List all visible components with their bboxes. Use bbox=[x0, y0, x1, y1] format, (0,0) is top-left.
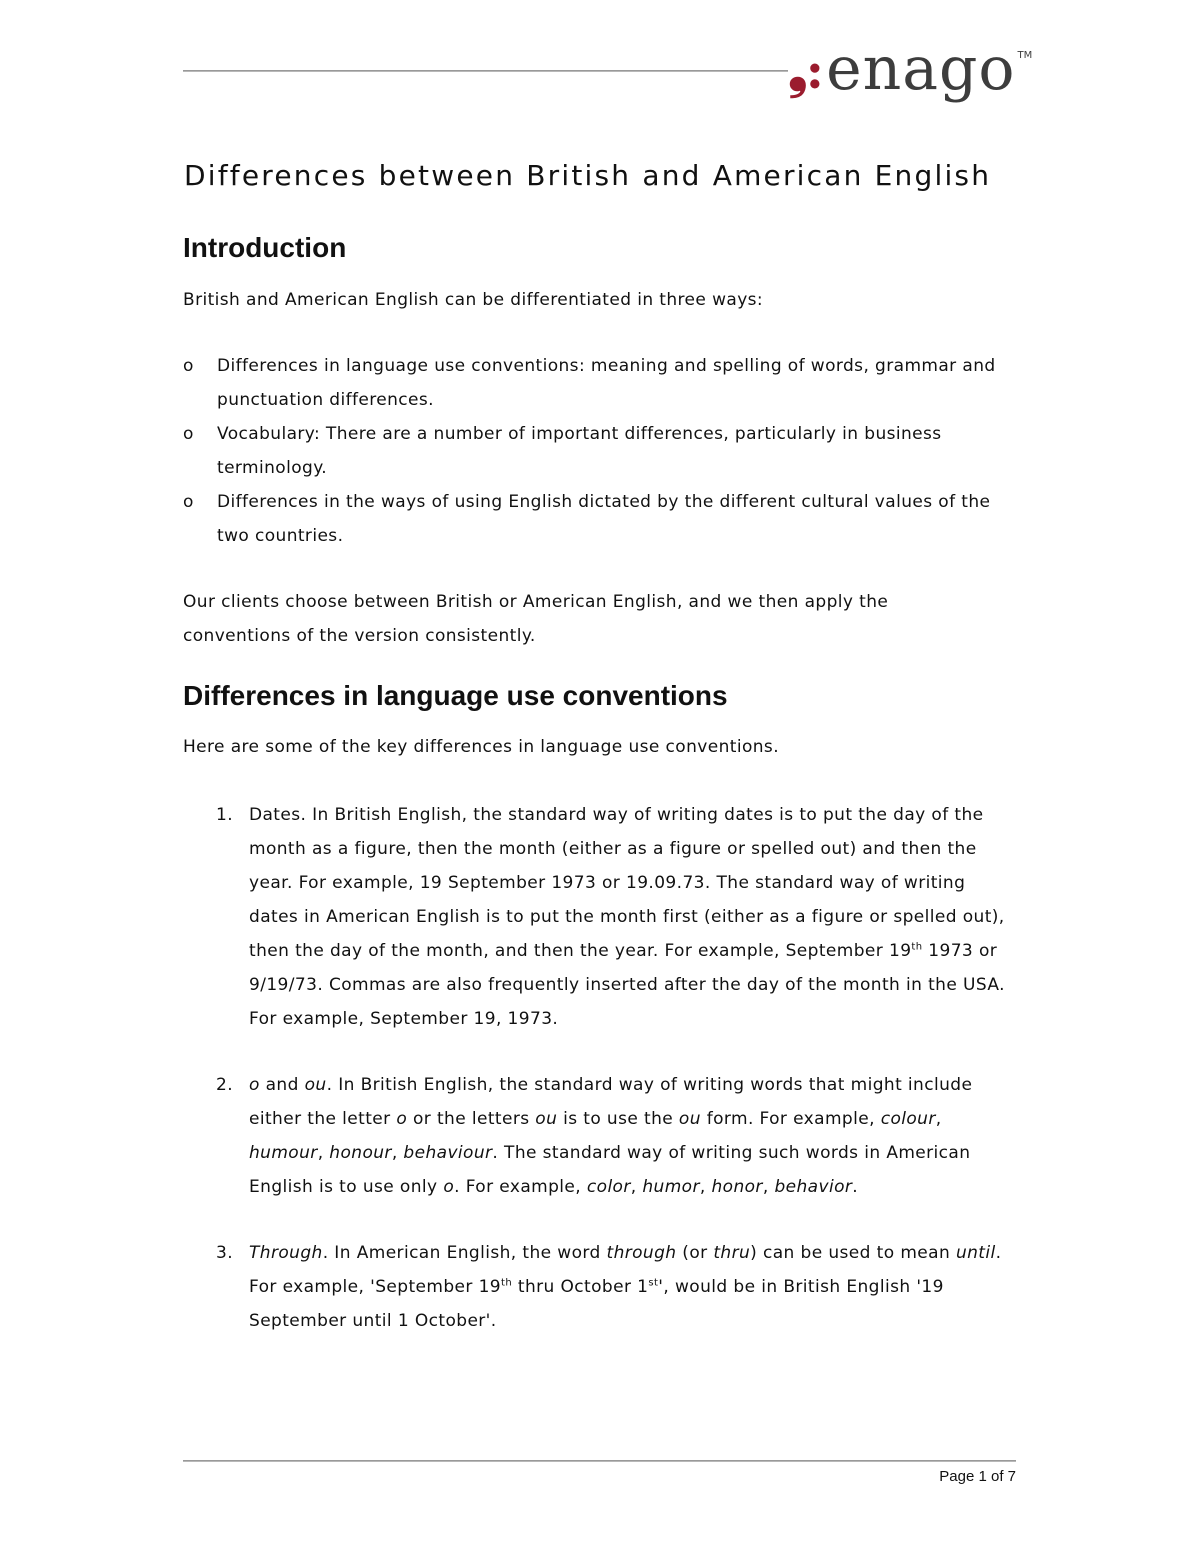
item-body: o and ou. In British English, the standard way of writing words that might include either the letter o or the letters ou is to use the ou form. For example, colour, humour, honour, behaviour. The standard way of writing such words in American English is to use only o. For example, color, humor, honor, behavior. bbox=[249, 1075, 973, 1197]
introduction-heading: Introduction bbox=[183, 232, 347, 263]
introduction-bullet-list bbox=[183, 349, 1013, 553]
list-item bbox=[183, 417, 1013, 485]
list-item bbox=[216, 1236, 1016, 1338]
introduction-closing: Our clients choose between British or American English, and we then apply the conventions of the version consistently. bbox=[183, 592, 889, 646]
conventions-heading: Differences in language use conventions bbox=[183, 680, 728, 711]
bullet-marker: o bbox=[183, 492, 194, 512]
logo-trademark: TM bbox=[1017, 50, 1033, 61]
item-body: Through. In American English, the word through (or thru) can be used to mean until. For example, 'September 19th thru October 1st', would be in British English '19 September until 1 October'. bbox=[249, 1243, 1002, 1331]
introduction-lead: British and American English can be differentiated in three ways: bbox=[183, 290, 764, 310]
item-number: 2. bbox=[216, 1075, 234, 1095]
bullet-text: Vocabulary: There are a number of important differences, particularly in business terminology. bbox=[217, 424, 942, 478]
bullet-text: Differences in language use conventions: meaning and spelling of words, grammar and punctuation differences. bbox=[217, 356, 996, 410]
list-item bbox=[183, 349, 1013, 417]
enago-logo bbox=[788, 34, 1033, 104]
logo-mark: ❟: bbox=[788, 41, 823, 100]
list-item bbox=[216, 1068, 1016, 1204]
list-item bbox=[183, 485, 1013, 553]
item-number: 1. bbox=[216, 805, 234, 825]
page-number: Page 1 of 7 bbox=[939, 1468, 1016, 1485]
footer-rule bbox=[183, 1460, 1016, 1462]
bullet-marker: o bbox=[183, 424, 194, 444]
header-rule bbox=[183, 70, 788, 72]
item-body: Dates. In British English, the standard way of writing dates is to put the day of the month as a figure, then the month (either as a figure or spelled out) and then the year. For example, 19 September 1973 or 19.09.73. The standard way of writing dates in American English is to put the month first (either as a figure or spelled out), then the day of the month, and then the year. For example, September 19th 1973 or 9/19/73. Commas are also frequently inserted after the day of the month in the USA. For example, September 19, 1973. bbox=[249, 805, 1005, 1029]
item-number: 3. bbox=[216, 1243, 234, 1263]
conventions-lead: Here are some of the key differences in language use conventions. bbox=[183, 737, 779, 757]
bullet-marker: o bbox=[183, 356, 194, 376]
list-item bbox=[216, 798, 1016, 1036]
bullet-text: Differences in the ways of using English dictated by the different cultural values of the two countries. bbox=[217, 492, 991, 546]
document-title: Differences between British and American English bbox=[184, 159, 992, 192]
logo-text: enago bbox=[826, 34, 1016, 104]
